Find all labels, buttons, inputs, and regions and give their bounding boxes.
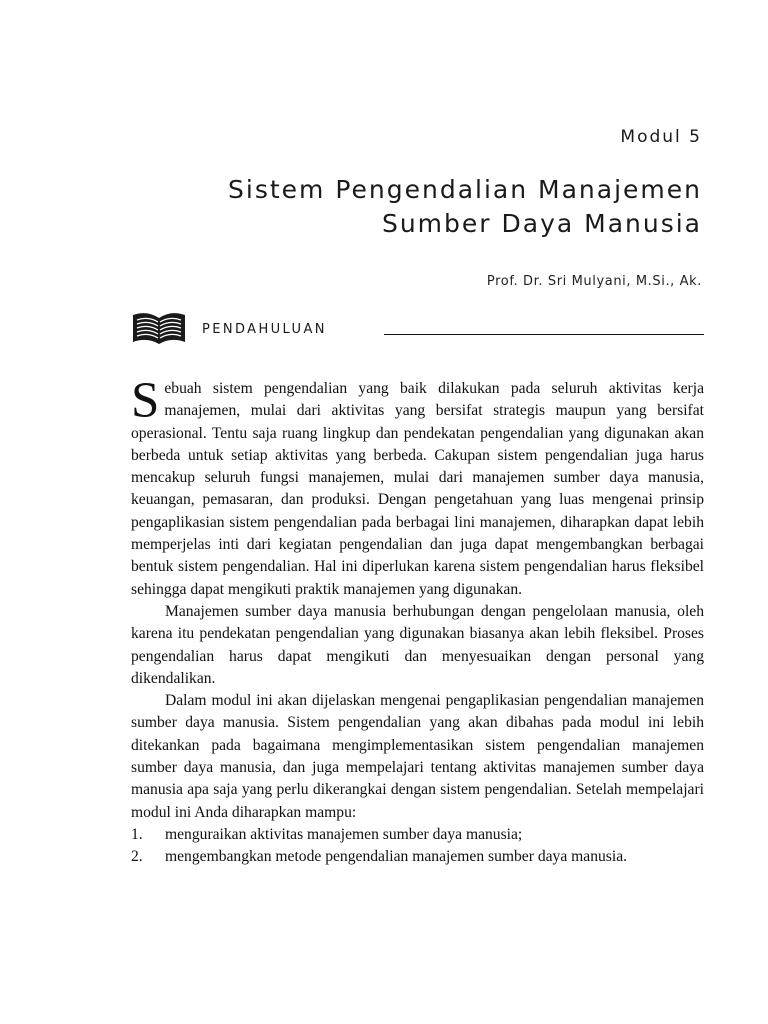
list-item (131, 824, 704, 846)
paragraph-3: Dalam modul ini akan dijelaskan mengenai pengaplikasian pengendalian manajemen sumber daya manusia. Sistem pengendalian yang akan dibahas pada modul ini lebih ditekankan pada bagaimana mengimplementasikan sistem pengendalian manajemen sumber daya manusia, dan juga mempelajari tentang aktivitas manajemen sumber daya manusia apa saja yang perlu dikerangkai dengan sistem pengendalian. Setelah mempelajari modul ini Anda diharapkan mampu: (131, 692, 704, 821)
section-divider (384, 334, 704, 335)
paragraph-2: Manajemen sumber daya manusia berhubungan dengan pengelolaan manusia, oleh karena itu pendekatan pengendalian yang digunakan biasanya akan lebih fleksibel. Proses pengendalian harus dapat mengikuti dan menyesuaikan dengan personal yang dikendalikan. (131, 602, 704, 687)
module-label: Modul 5 (620, 127, 702, 147)
paragraph-1 (131, 373, 704, 601)
module-title-line-1: Sistem Pengendalian Manajemen (228, 175, 702, 204)
paragraph-1-text: ebuah sistem pengendalian yang baik dilakukan pada seluruh aktivitas kerja manajemen, mulai dari aktivitas yang bersifat strategis maupun yang bersifat operasional. Tentu saja ruang lingkup dan pendekatan pengendalian yang digunakan akan berbeda untuk setiap aktivitas yang berbeda. Cakupan sistem pengendalian juga harus mencakup seluruh fungsi manajemen, mulai dari manajemen sumber daya manusia, keuangan, pemasaran, dan produksi. Dengan pengetahuan yang luas mengenai prinsip pengaplikasian sistem pengendalian pada berbagai lini manajemen, diharapkan dapat lebih memperjelas inti dari kegiatan pengendalian dan juga dapat mengembangkan berbagai bentuk sistem pengendalian. Hal ini diperlukan karena sistem pengendalian harus fleksibel sehingga dapat mengikuti praktik manajemen yang digunakan. (131, 380, 704, 598)
module-title (228, 173, 702, 241)
open-book-icon (131, 311, 187, 347)
list-number: 1. (131, 825, 143, 843)
list-text: menguraikan aktivitas manajemen sumber daya manusia; (165, 825, 523, 843)
section-heading: PENDAHULUAN (202, 322, 327, 337)
author-name: Prof. Dr. Sri Mulyani, M.Si., Ak. (486, 274, 702, 289)
body-text (131, 373, 704, 869)
list-number: 2. (131, 848, 143, 866)
list-item (131, 846, 704, 868)
objectives-list (131, 824, 704, 869)
list-text: mengembangkan metode pengendalian manajemen sumber daya manusia. (165, 848, 628, 866)
drop-cap: S (131, 373, 160, 429)
module-title-line-2: Sumber Daya Manusia (381, 209, 702, 238)
